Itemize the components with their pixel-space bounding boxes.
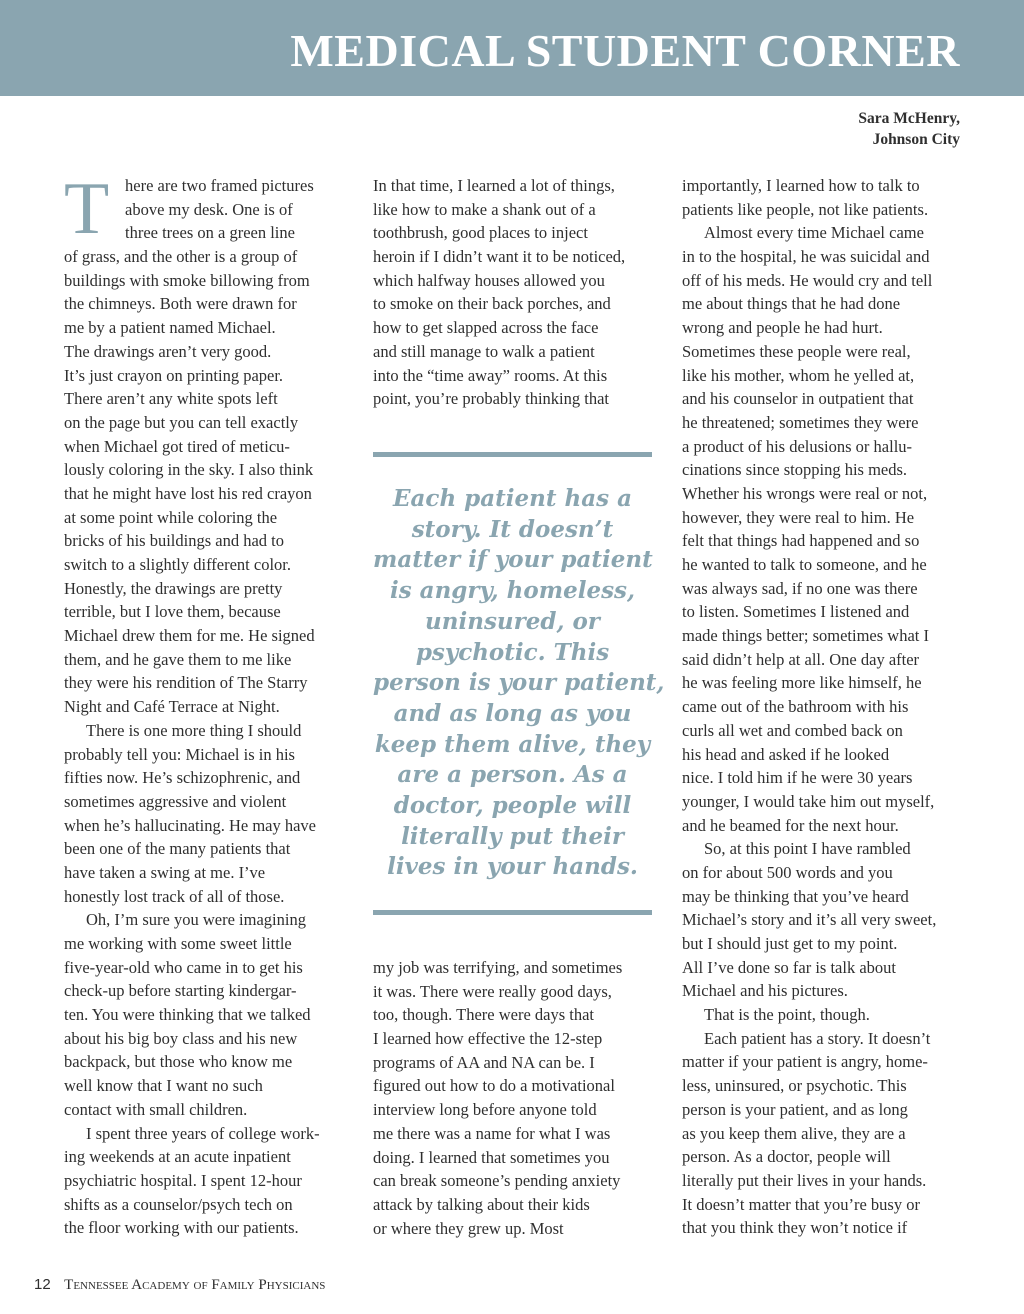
text-line: in to the hospital, he was suicidal and [682, 247, 930, 267]
text-line: lives in your hands. [387, 853, 638, 881]
text-line: Honestly, the drawings are pretty [64, 578, 283, 598]
text-line: doctor, people will [393, 792, 632, 820]
author-location: Johnson City [872, 131, 960, 148]
text-line: like his mother, whom he yelled at, [682, 365, 915, 385]
text-line: So, at this point I have rambled [704, 839, 911, 859]
page-footer [34, 1276, 325, 1294]
text-line: check-up before starting kindergar- [64, 981, 297, 1001]
text-line: matter if your patient [373, 546, 653, 574]
text-line: shifts as a counselor/psych tech on [64, 1194, 293, 1214]
text-line: and he beamed for the next hour. [682, 815, 899, 835]
text-line: on the page but you can tell exactly [64, 412, 299, 432]
text-line: curls all wet and combed back on [682, 720, 903, 740]
text-line: The drawings aren’t very good. [64, 341, 272, 361]
text-line: ten. You were thinking that we talked [64, 1005, 311, 1025]
text-line: I spent three years of college work- [86, 1123, 320, 1143]
text-line: There is one more thing I should [86, 720, 302, 740]
text-line: how to get slapped across the face [373, 318, 599, 338]
text-line: when Michael got tired of meticu- [64, 436, 290, 456]
text-line: he threatened; sometimes they were [682, 412, 919, 432]
text-line: it was. There were really good days, [373, 981, 612, 1001]
text-line: Sometimes these people were real, [682, 341, 911, 361]
text-line: have taken a swing at me. I’ve [64, 862, 266, 882]
text-line: story. It doesn’t [411, 515, 614, 543]
text-line: honestly lost track of all of those. [64, 886, 285, 906]
text-line: All I’ve done so far is talk about [682, 957, 896, 977]
text-line: may be thinking that you’ve heard [682, 886, 909, 906]
text-line: It doesn’t matter that you’re busy or [682, 1194, 920, 1214]
text-line: In that time, I learned a lot of things, [373, 176, 615, 195]
article-column-2-top [373, 174, 658, 411]
text-line: patients like people, not like patients. [682, 199, 929, 219]
text-line: ing weekends at an acute inpatient [64, 1147, 291, 1167]
publication-name: Tennessee Academy of Family Physicians [64, 1277, 326, 1293]
text-line: felt that things had happened and so [682, 531, 920, 551]
text-line: came out of the bathroom with his [682, 697, 909, 717]
text-line: bricks of his buildings and had to [64, 531, 284, 551]
text-line: like how to make a shank out of a [373, 199, 596, 219]
text-line: that you think they won’t notice if [682, 1218, 908, 1238]
text-line: Almost every time Michael came [704, 223, 924, 243]
text-line: person. As a doctor, people will [682, 1147, 891, 1167]
author-byline [858, 108, 960, 150]
text-line: I learned how effective the 12-step [373, 1029, 603, 1049]
text-line: the floor working with our patients. [64, 1218, 299, 1238]
pullquote-bottom-rule [373, 910, 652, 915]
text-line: There aren’t any white spots left [64, 389, 278, 409]
text-line: cinations since stopping his meds. [682, 460, 908, 480]
page-number: 12 [34, 1276, 51, 1293]
text-line: uninsured, or [425, 607, 600, 635]
text-line: person is your patient, [373, 669, 665, 697]
text-line: or where they grew up. Most [373, 1218, 564, 1238]
text-line: Each patient has a [393, 485, 632, 512]
section-title: MEDICAL STUDENT CORNER [290, 25, 960, 76]
text-line: he was feeling more like himself, he [682, 673, 922, 693]
text-line: at some point while coloring the [64, 507, 278, 527]
text-line: doing. I learned that sometimes you [373, 1147, 610, 1167]
text-line: is angry, homeless, [389, 577, 635, 605]
text-line: are a person. As a [397, 761, 628, 789]
text-line: fifties now. He’s schizophrenic, and [64, 768, 301, 788]
text-line: switch to a slightly different color. [64, 555, 291, 574]
text-line: probably tell you: Michael is in his [64, 744, 295, 764]
text-line: literally put their [401, 822, 624, 850]
text-line: on for about 500 words and you [682, 862, 893, 882]
text-line: Oh, I’m sure you were imagining [86, 910, 306, 930]
text-line: of grass, and the other is a group of [64, 247, 298, 267]
text-line: me by a patient named Michael. [64, 318, 276, 338]
text-line: figured out how to do a motivational [373, 1076, 615, 1096]
section-banner [0, 0, 1024, 96]
text-line: Michael and his pictures. [682, 981, 848, 1001]
text-line: sometimes aggressive and violent [64, 791, 287, 811]
text-line: That is the point, though. [704, 1005, 870, 1025]
text-line: programs of AA and NA can be. I [373, 1052, 595, 1072]
text-line: point, you’re probably thinking that [373, 389, 610, 409]
pullquote-top-rule [373, 452, 652, 457]
text-line: above my desk. One is of [125, 199, 293, 219]
text-line: here are two framed pictures [125, 176, 314, 195]
text-line: however, they were real to him. He [682, 507, 915, 527]
text-line: well know that I want no such [64, 1076, 263, 1096]
text-line: contact with small children. [64, 1099, 248, 1119]
text-line: was always sad, if no one was there [682, 578, 918, 598]
author-name: Sara McHenry, [858, 110, 960, 127]
text-line: less, uninsured, or psychotic. This [682, 1076, 907, 1096]
text-line: three trees on a green line [125, 223, 295, 243]
text-line: and still manage to walk a patient [373, 341, 595, 361]
text-line: Michael’s story and it’s all very sweet, [682, 910, 937, 930]
text-line: importantly, I learned how to talk to [682, 176, 920, 195]
text-line: when he’s hallucinating. He may have [64, 815, 317, 835]
text-line: literally put their lives in your hands. [682, 1170, 927, 1190]
text-line: younger, I would take him out myself, [682, 791, 935, 811]
text-line: terrible, but I love them, because [64, 602, 281, 622]
text-line: been one of the many patients that [64, 839, 291, 859]
text-line: lously coloring in the sky. I also think [64, 460, 314, 480]
text-line: It’s just crayon on printing paper. [64, 365, 284, 385]
text-line: and as long as you [393, 699, 632, 727]
text-line: matter if your patient is angry, home- [682, 1052, 928, 1072]
text-line: Each patient has a story. It doesn’t [704, 1028, 931, 1048]
text-line: about his big boy class and his new [64, 1028, 298, 1048]
text-line: five-year-old who came in to get his [64, 957, 303, 977]
text-line: toothbrush, good places to inject [373, 223, 588, 243]
text-line: psychiatric hospital. I spent 12-hour [64, 1170, 302, 1190]
text-line: attack by talking about their kids [373, 1194, 590, 1214]
text-line: too, though. There were days that [373, 1005, 595, 1025]
text-line: them, and he gave them to me like [64, 649, 292, 669]
text-line: wrong and people he had hurt. [682, 318, 883, 338]
text-line: person is your patient, and as long [682, 1099, 908, 1119]
pull-quote [373, 484, 665, 883]
text-line: Michael drew them for me. He signed [64, 626, 315, 646]
text-line: my job was terrifying, and sometimes [373, 958, 623, 977]
text-line: me about things that he had done [682, 294, 901, 314]
text-line: which halfway houses allowed you [373, 270, 605, 290]
text-line: to listen. Sometimes I listened and [682, 602, 910, 622]
article-column-2-bottom [373, 956, 658, 1240]
text-line: to smoke on their back porches, and [373, 294, 611, 314]
text-line: and his counselor in outpatient that [682, 389, 914, 409]
text-line: into the “time away” rooms. At this [373, 365, 608, 385]
text-line: said didn’t help at all. One day after [682, 649, 920, 669]
text-line: Whether his wrongs were real or not, [682, 483, 928, 503]
text-line: backpack, but those who know me [64, 1052, 293, 1072]
text-line: his head and asked if he looked [682, 744, 890, 764]
text-line: made things better; sometimes what I [682, 626, 929, 646]
article-column-3 [682, 174, 967, 1240]
text-line: he wanted to talk to someone, and he [682, 555, 927, 574]
text-line: off of his meds. He would cry and tell [682, 270, 933, 290]
text-line: but I should just get to my point. [682, 934, 898, 953]
text-line: psychotic. This [415, 638, 610, 666]
text-line: interview long before anyone told [373, 1100, 597, 1120]
text-line: as you keep them alive, they are a [682, 1123, 906, 1143]
text-line: that he might have lost his red crayon [64, 483, 312, 503]
text-line: nice. I told him if he were 30 years [682, 768, 913, 788]
text-line: keep them alive, they [374, 730, 651, 758]
text-line: heroin if I didn’t want it to be noticed, [373, 247, 626, 267]
text-line: Night and Café Terrace at Night. [64, 697, 280, 717]
text-line: can break someone’s pending anxiety [373, 1171, 621, 1191]
article-column-1 [64, 168, 349, 1240]
text-line: a product of his delusions or hallu- [682, 436, 913, 456]
text-line: the chimneys. Both were drawn for [64, 294, 297, 314]
text-line: they were his rendition of The Starry [64, 673, 308, 693]
text-line: me there was a name for what I was [373, 1123, 611, 1143]
text-line: me working with some sweet little [64, 934, 292, 953]
text-line: buildings with smoke billowing from [64, 270, 310, 290]
drop-cap: T [64, 168, 110, 250]
